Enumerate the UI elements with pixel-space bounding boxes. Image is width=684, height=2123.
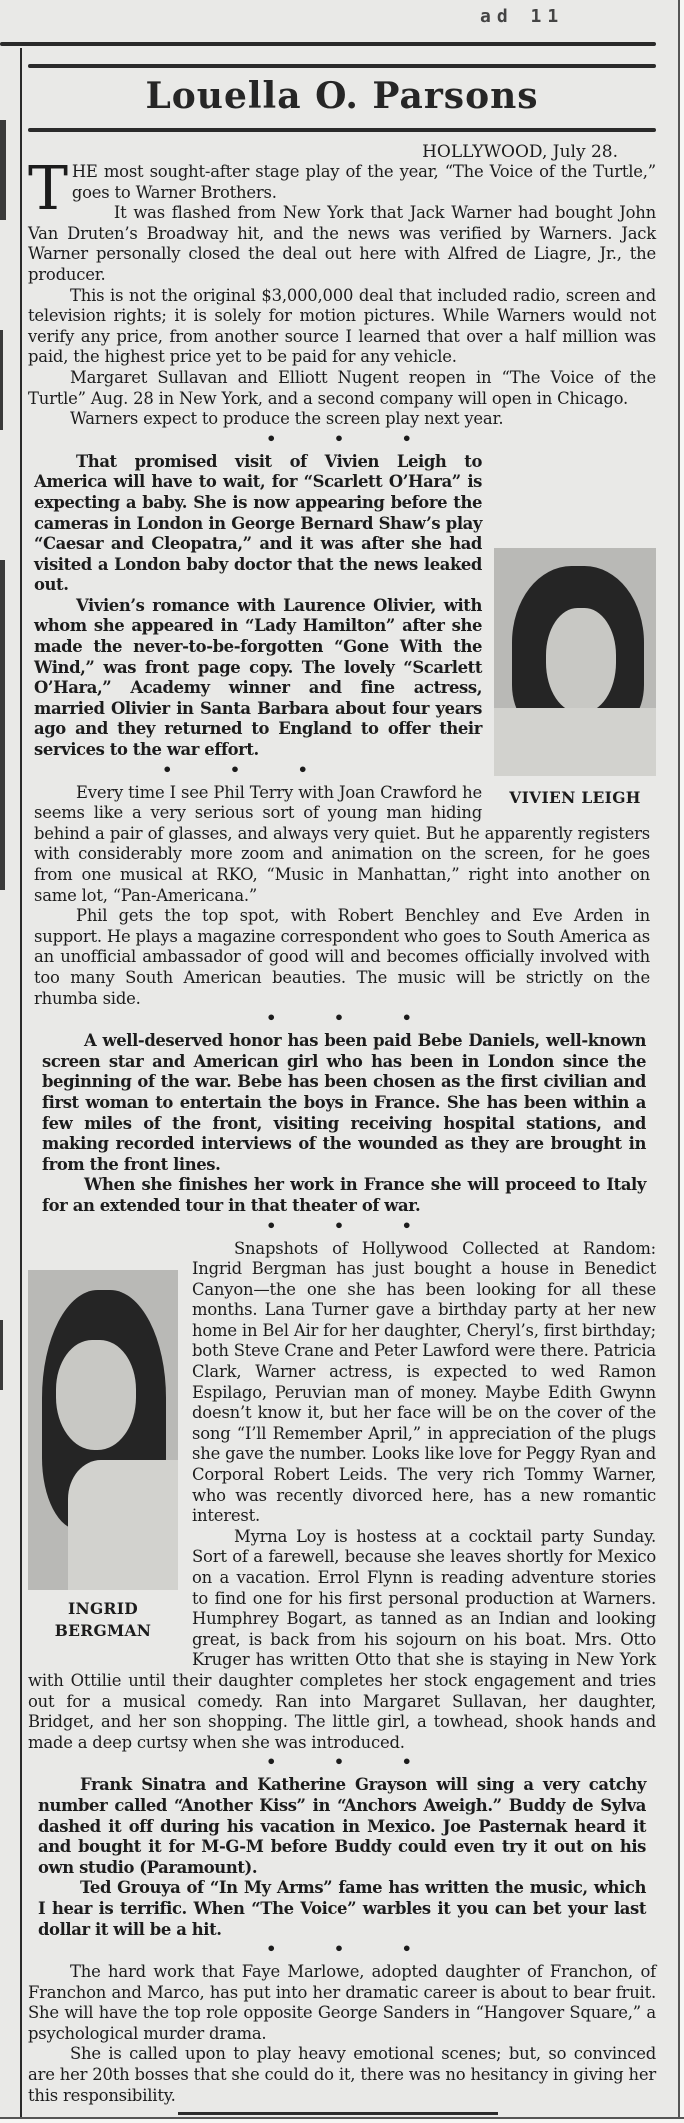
- paragraph: A well-deserved honor has been paid Bebe Daniels, well-known screen star and American girl who has been in London since the beginning of the war. Bebe has been chosen as the first civilian and first woman to entertain the boys in France. She has been within a few miles of the front, visiting receiving hospital stations, and making recorded interviews of the wounded as they are brought in from the front lines.: [42, 1031, 646, 1174]
- photo-caption: INGRID BERGMAN: [54, 1599, 152, 1640]
- paragraph: She is called upon to play heavy emotional scenes; but, so convinced are her 20th bosses that she could do it, there was no hesitancy in giving her this responsibility.: [28, 2044, 656, 2105]
- section-separator: • • •: [266, 1939, 438, 1959]
- vivien-leigh-photo-figure: [494, 548, 656, 808]
- section-sinatra: [28, 1775, 656, 1940]
- section-faye-marlowe: [28, 1962, 656, 2106]
- paragraph: Every time I see Phil Terry with Joan Crawford he seems like a very serious sort of young man hiding behind a pair of glasses, and always very quiet. But he apparently registers with considerably more zoom and animation on the screen, for he goes from one musical at RKO, “Music in Manhattan,” right into another on same lot, “Pan-Americana.”: [34, 782, 650, 905]
- photo-caption: VIVIEN LEIGH: [509, 787, 641, 807]
- paragraph: Ted Grouya of “In My Arms” fame has written the music, which I hear is terrific. When “The Voice” warbles it you can bet your last dollar it will be a hit.: [38, 1878, 646, 1939]
- adjacent-column-fragment: [0, 560, 5, 890]
- section-bebe-daniels: [28, 1031, 656, 1216]
- paragraph: That promised visit of Vivien Leigh to America will have to wait, for “Scarlett O’Hara” is expecting a baby. She is now appearing before the cameras in London in George Bernard Shaw’s play “Caesar and Cleopatra,” and it was after she had visited a London baby doctor that the news leaked out.: [34, 451, 482, 595]
- paragraph: Myrna Loy is hostess at a cocktail party Sunday. Sort of a farewell, because she leaves shortly for Mexico on a vacation. Errol Flynn is reading adventure stories to find one for his first personal production at Warners. Humphrey Bogart, as tanned as an Indian and looking great, is back from his sojourn on his boat. Mrs. Otto Kruger has written Otto that she is staying in New York with Ottilie until their daughter completes her stock engagement and tries out for a musical comedy. Ran into Margaret Sullavan, her daughter, Bridget, and her son shopping. The little girl, a towhead, shook hands and made a deep curtsy when she was introduced.: [28, 1526, 656, 1752]
- lead-paragraph: THE most sought-after stage play of the year, “The Voice of the Turtle,” goes to Warner Brothers.: [28, 154, 656, 224]
- adjacent-column-fragment: [0, 1320, 3, 1390]
- gossip-column: [28, 48, 656, 2115]
- section-separator: • • •: [266, 1752, 438, 1772]
- ingrid-bergman-photo: [28, 1270, 178, 1590]
- paragraph: Frank Sinatra and Katherine Grayson will sing a very catchy number called “Another Kiss” in “Anchors Aweigh.” Buddy de Sylva dashed it off during his vacation in Mexico. Joe Pasternak heard it and bought it for M-G-M before Buddy could even try it out on his own studio (Paramount).: [38, 1775, 646, 1877]
- adjacent-column-fragment: [0, 120, 6, 220]
- page-top-rule: [0, 42, 656, 46]
- ingrid-bergman-photo-figure: [28, 1270, 178, 1642]
- paragraph: Phil gets the top spot, with Robert Benchley and Eve Arden in support. He plays a magazine correspondent who goes to South America as an unofficial ambassador of good will and becomes officially involved with too many South American beauties. The music will be strictly on the rhumba side.: [34, 906, 650, 1008]
- paragraph: Vivien’s romance with Laurence Olivier, with whom she appeared in “Lady Hamilton” after she made the never-to-be-forgotten “Gone With the Wind,” was front page copy. The lovely “Scarlett O’Hara,” Academy winner and fine actress, married Olivier in Santa Barbara about four years ago and they returned to England to offer their services to the war effort.: [34, 595, 482, 760]
- paragraph: Snapshots of Hollywood Collected at Random: Ingrid Bergman has just bought a house in Benedict Canyon—the one she has been looking for all these months. Lana Turner gave a birthday party at her new home in Bel Air for her daughter, Cheryl’s, first birthday; both Steve Crane and Peter Lawford were there. Patricia Clark, Warner actress, is expected to wed Ramon Espilago, Peruvian man of money. Maybe Edith Gwynn doesn’t know it, but her face will be on the cover of the song “I’ll Remember April,” in appreciation of the plugs she gave the number. Looks like love for Peggy Ryan and Corporal Robert Leids. The very rich Tommy Warner, who was recently divorced here, has a new romantic interest.: [192, 1238, 656, 1526]
- section-separator: • • •: [266, 1008, 438, 1028]
- paragraph: This is not the original $3,000,000 deal that included radio, screen and television rights; it is solely for motion pictures. While Warners would not verify any price, from another source I learned that over a half million was paid, the highest price yet to be paid for any vehicle.: [28, 285, 656, 367]
- column-title: Louella O. Parsons: [145, 75, 539, 117]
- section-vivien-leigh: [28, 452, 656, 1009]
- section-separator: • • •: [266, 1215, 438, 1235]
- paragraph: It was flashed from New York that Jack Warner had bought John Van Druten’s Broadway hit, and the news was verified by Warners. Jack Warner personally closed the deal out here with Alfred de Liagre, Jr., the producer.: [28, 203, 656, 284]
- page-right-edge: [678, 0, 684, 2123]
- paragraph: Margaret Sullavan and Elliott Nugent reopen in “The Voice of the Turtle” Aug. 28 in New York, and a second company will open in Chicago.: [28, 367, 656, 408]
- page-label: ad 11: [480, 6, 565, 27]
- page-bottom-edge: [0, 2117, 684, 2123]
- paragraph: When she finishes her work in France she will proceed to Italy for an extended tour in that theater of war.: [42, 1175, 646, 1215]
- vivien-leigh-photo: [494, 548, 656, 776]
- column-end-rule: [178, 2112, 498, 2115]
- section-separator: • • •: [266, 428, 438, 448]
- section-separator: • • •: [162, 759, 334, 779]
- section-voice-of-turtle: [28, 154, 656, 430]
- dateline: HOLLYWOOD, July 28.: [422, 142, 618, 162]
- paragraph: The hard work that Faye Marlowe, adopted daughter of Franchon, of Franchon and Marco, has put into her dramatic career is about to bear fruit. She will have the top role opposite George Sanders in “Hangover Square,” a psychological murder drama.: [28, 1962, 656, 2043]
- drop-cap: T: [28, 154, 68, 224]
- masthead-bottom-rule: [28, 128, 656, 132]
- column-left-rule: [20, 48, 22, 2123]
- paragraph: Warners expect to produce the screen play next year.: [70, 409, 504, 429]
- adjacent-column-fragment: [0, 330, 3, 430]
